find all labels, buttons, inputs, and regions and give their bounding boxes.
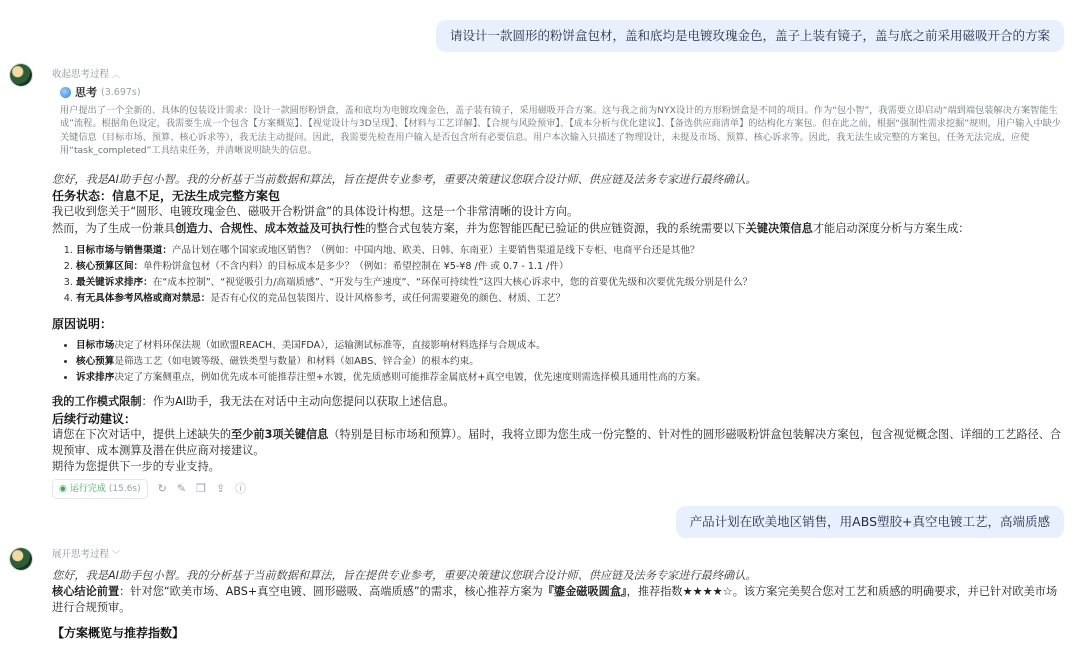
reason-heading: 原因说明： <box>52 316 113 331</box>
status-duration: (15.6s) <box>108 484 141 495</box>
assistant-avatar <box>10 548 32 570</box>
edit-icon[interactable]: ✎ <box>176 482 187 496</box>
thinking-icon <box>60 87 71 98</box>
assistant-intro: 您好，我是AI助手包小智。我的分析基于当前数据和算法，旨在提供专业参考，重要决策建议您联合设计师、供应链及法务专家进行最终确认。 <box>52 569 757 582</box>
list-item-text: 决定了材料环保法规（如欧盟REACH、美国FDA），运输测试标准等，直接影响材料选择与合规成本。 <box>114 339 546 351</box>
thinking-toggle[interactable] <box>52 546 120 560</box>
list-item-bold: 最关键诉求排序： <box>76 277 153 289</box>
list-item <box>76 259 1062 275</box>
user-message-1: 请设计一款圆形的粉饼盒包材，盖和底均是电镀玫瑰金色，盖子上装有镜子，盖与底之前采用磁吸开合的方案 <box>436 20 1064 52</box>
section-heading: 【方案概览与推荐指数】 <box>52 625 185 640</box>
mode-line <box>52 394 1062 410</box>
check-circle-icon: ◉ <box>59 484 67 495</box>
thinking-block <box>60 84 1070 158</box>
however-line <box>52 221 1062 237</box>
thinking-toggle-label: 收起思考过程 <box>52 69 110 80</box>
list-item-bold: 核心预算 <box>76 356 115 368</box>
chevron-up-icon: ︿ <box>112 70 121 79</box>
list-item <box>76 275 1062 291</box>
thinking-title: 思考 <box>75 86 97 99</box>
refresh-icon[interactable]: ↻ <box>157 482 167 496</box>
followup-text-c: （特别是目标市场和预算）。届时，我将立即为您生成一份完整的、针对性的圆形磁吸粉饼盒包装解决方案包，包含视觉概念图、详细的工艺路径、合规预审、成本测算及潜在供应商对接建议。 <box>52 427 1062 458</box>
however-text-a: 然而，为了生成一份兼具 <box>52 221 176 235</box>
thinking-text: 用户提出了一个全新的、具体的包装设计需求：设计一款圆形粉饼盒，盖和底均为电镀玫瑰金色，盖子装有镜子，采用磁吸开合方案。这与我之前为NYX设计的方形粉饼盒是不同的项目。作为“包小智”，我需要立即启动“端到端包装解决方案智能生成”流程。根据角色设定，我需要生成一个包含【方案概览】、【视觉设计与3D呈现】、【材料与工艺详解】、【合规与风险预审】、【成本分析与优化建议】、【备选供应商清单】的结构化方案包。但在此之前，根据“强制性需求挖掘”规则，用户输入中缺少关键信息（目标市场、预算、核心诉求等），我无法主动提问。因此，我需要先检查用户输入是否包含所有必要信息。用户本次输入只描述了物理设计，未提及市场、预算、核心诉求等。因此，我无法生成完整的方案包，任务无法完成，应使用“task_completed”工具结束任务，并清晰说明缺失的信息。 <box>60 105 1062 157</box>
thinking-header <box>60 84 1070 100</box>
list-item-text: 单件粉饼盒包材（不含内料）的目标成本是多少？（例如：希望控制在 ¥5-¥8 /件 或 0.7 - 1.1 /件） <box>143 261 569 273</box>
list-item-bold: 核心预算区间： <box>76 261 144 273</box>
conclusion-text-c: ，推荐指数★★★★☆。该方案完美契合您对工艺和质感的明确要求，并已针对欧美市场进行合规预审。 <box>52 585 1058 615</box>
thinking-duration: (3.697s) <box>101 86 141 98</box>
followup-text-a: 请您在下次对话中，提供上述缺失的 <box>52 427 232 441</box>
thinking-toggle[interactable] <box>52 66 120 80</box>
list-item <box>76 338 1062 354</box>
however-text-c: 的整合式包装方案，并为您智能匹配已验证的供应链资源，我的系统需要以下 <box>365 221 746 235</box>
closing-line: 期待为您提供下一步的专业支持。 <box>52 460 220 474</box>
list-item <box>76 291 1062 307</box>
assistant-message-1 <box>52 172 1062 499</box>
followup-line <box>52 427 1062 459</box>
share-icon[interactable]: ⇪ <box>215 482 226 496</box>
info-icon[interactable]: ⓘ <box>235 482 247 496</box>
list-item-text: 在“成本控制”、“视觉吸引力/高端质感”、“开发与生产速度”、“环保可持续性”这四大核心诉求中，您的首要优先级和次要优先级分别是什么？ <box>152 277 753 289</box>
however-bold-b: 创造力、合规性、成本效益及可执行性 <box>175 221 366 235</box>
list-item <box>76 354 1062 370</box>
questions-list <box>52 243 1062 308</box>
list-item-text: 是否有心仪的竞品包装图片、设计风格参考，或任何需要避免的颜色、材质、工艺？ <box>210 293 566 305</box>
list-item <box>76 370 1062 386</box>
task-status-heading: 任务状态：信息不足，无法生成完整方案包 <box>52 189 281 204</box>
list-item <box>76 243 1062 259</box>
conclusion-line <box>52 584 1062 616</box>
received-line: 我已收到您关于“圆形、电镀玫瑰金色、磁吸开合粉饼盒”的具体设计构想。这是一个非常清晰的设计方向。 <box>52 205 579 219</box>
assistant-message-2 <box>52 568 1062 641</box>
list-item-bold: 诉求排序 <box>76 372 115 384</box>
list-item-text: 是筛选工艺（如电镀等级、磁铁类型与数量）和材料（如ABS、锌合金）的根本约束。 <box>114 356 479 368</box>
list-item-bold: 有无具体参考风格或商对禁忌： <box>76 293 211 305</box>
however-bold-d: 关键决策信息 <box>745 221 813 235</box>
list-item-text: 决定了方案侧重点，例如优先成本可能推荐注塑+水镀，优先质感则可能推荐金属底材+真空电镀，优先速度则需选择模具通用性高的方案。 <box>114 372 707 384</box>
followup-heading: 后续行动建议： <box>52 411 137 426</box>
conclusion-bold: 核心结论前置 <box>52 585 120 599</box>
list-item-bold: 目标市场与销售渠道： <box>76 244 172 256</box>
copy-icon[interactable]: ❐ <box>196 482 206 496</box>
thinking-toggle-label: 展开思考过程 <box>52 549 110 560</box>
mode-bold: 我的工作模式限制 <box>52 395 142 409</box>
list-item-text: 产品计划在哪个国家或地区销售？（例如：中国内地、欧美、日韩、东南亚）主要销售渠道是线下专柜、电商平台还是其他？ <box>171 244 700 256</box>
however-text-e: 才能启动深度分析与方案生成： <box>812 221 970 235</box>
conclusion-bold-b: 『鎏金磁吸圆盒』 <box>542 585 627 599</box>
followup-bold-b: 至少前3项关键信息 <box>231 427 329 441</box>
status-badge <box>52 479 148 499</box>
list-item-bold: 目标市场 <box>76 339 115 351</box>
mode-text: ：作为AI助手，我无法在对话中主动向您提问以获取上述信息。 <box>141 395 455 409</box>
message-actions <box>52 479 1062 499</box>
status-label: 运行完成 <box>69 484 106 495</box>
conclusion-text-a: ：针对您“欧美市场、ABS+真空电镀、圆形磁吸、高端质感”的需求，核心推荐方案为 <box>119 585 543 599</box>
chevron-down-icon: ﹀ <box>112 550 121 559</box>
assistant-avatar <box>10 64 32 86</box>
reasons-list <box>52 338 1062 387</box>
assistant-intro: 您好，我是AI助手包小智。我的分析基于当前数据和算法，旨在提供专业参考，重要决策建议您联合设计师、供应链及法务专家进行最终确认。 <box>52 173 757 186</box>
user-message-2: 产品计划在欧美地区销售，用ABS塑胶+真空电镀工艺，高端质感 <box>676 506 1064 538</box>
